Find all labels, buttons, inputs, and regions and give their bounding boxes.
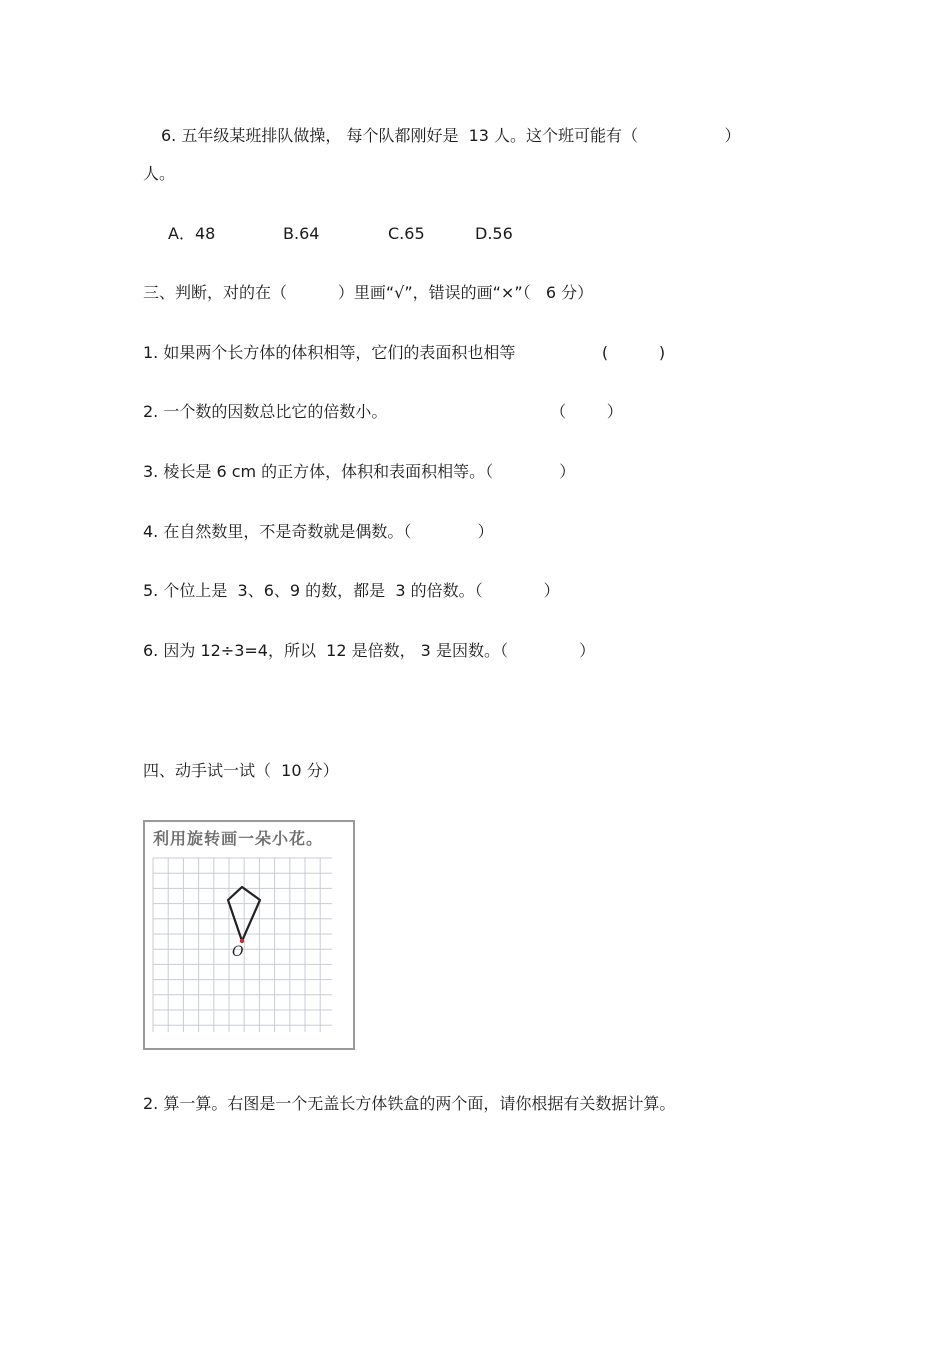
judge-item-1: 1. 如果两个长方体的体积相等，它们的表面积也相等 ( ): [143, 343, 666, 362]
grid-drawing: [145, 822, 353, 1048]
question-6-line2: 人。: [143, 164, 176, 183]
judge-item-4: 4. 在自然数里，不是奇数就是偶数。（ ）: [143, 522, 494, 541]
judge-item-5: 5. 个位上是 3、6、9 的数，都是 3 的倍数。（ ）: [143, 581, 560, 600]
section-4-heading: 四、动手试一试（ 10 分）: [143, 761, 339, 780]
section-3-heading: 三、判断，对的在（ ）里画“√”，错误的画“×”（ 6 分）: [143, 283, 594, 302]
option-a: A．48: [168, 224, 216, 243]
point-o-label: O: [232, 944, 244, 960]
question-6-line1: 6. 五年级某班排队做操， 每个队都刚好是 13 人。这个班可能有（ ）: [161, 126, 741, 145]
option-b: B.64: [283, 224, 320, 243]
judge-item-3: 3. 棱长是 6 cm 的正方体，体积和表面积相等。（ ）: [143, 462, 576, 481]
option-d: D.56: [475, 224, 513, 243]
option-c: C.65: [388, 224, 425, 243]
judge-item-2: 2. 一个数的因数总比它的倍数小。 （ ）: [143, 402, 623, 421]
rotation-point: [240, 939, 244, 943]
judge-item-6: 6. 因为 12÷3=4，所以 12 是倍数， 3 是因数。（ ）: [143, 641, 596, 660]
section-4-question-2: 2. 算一算。右图是一个无盖长方体铁盒的两个面，请你根据有关数据计算。: [143, 1094, 676, 1113]
rotation-figure: [143, 820, 355, 1050]
figure-caption: 利用旋转画一朵小花。: [153, 829, 324, 848]
